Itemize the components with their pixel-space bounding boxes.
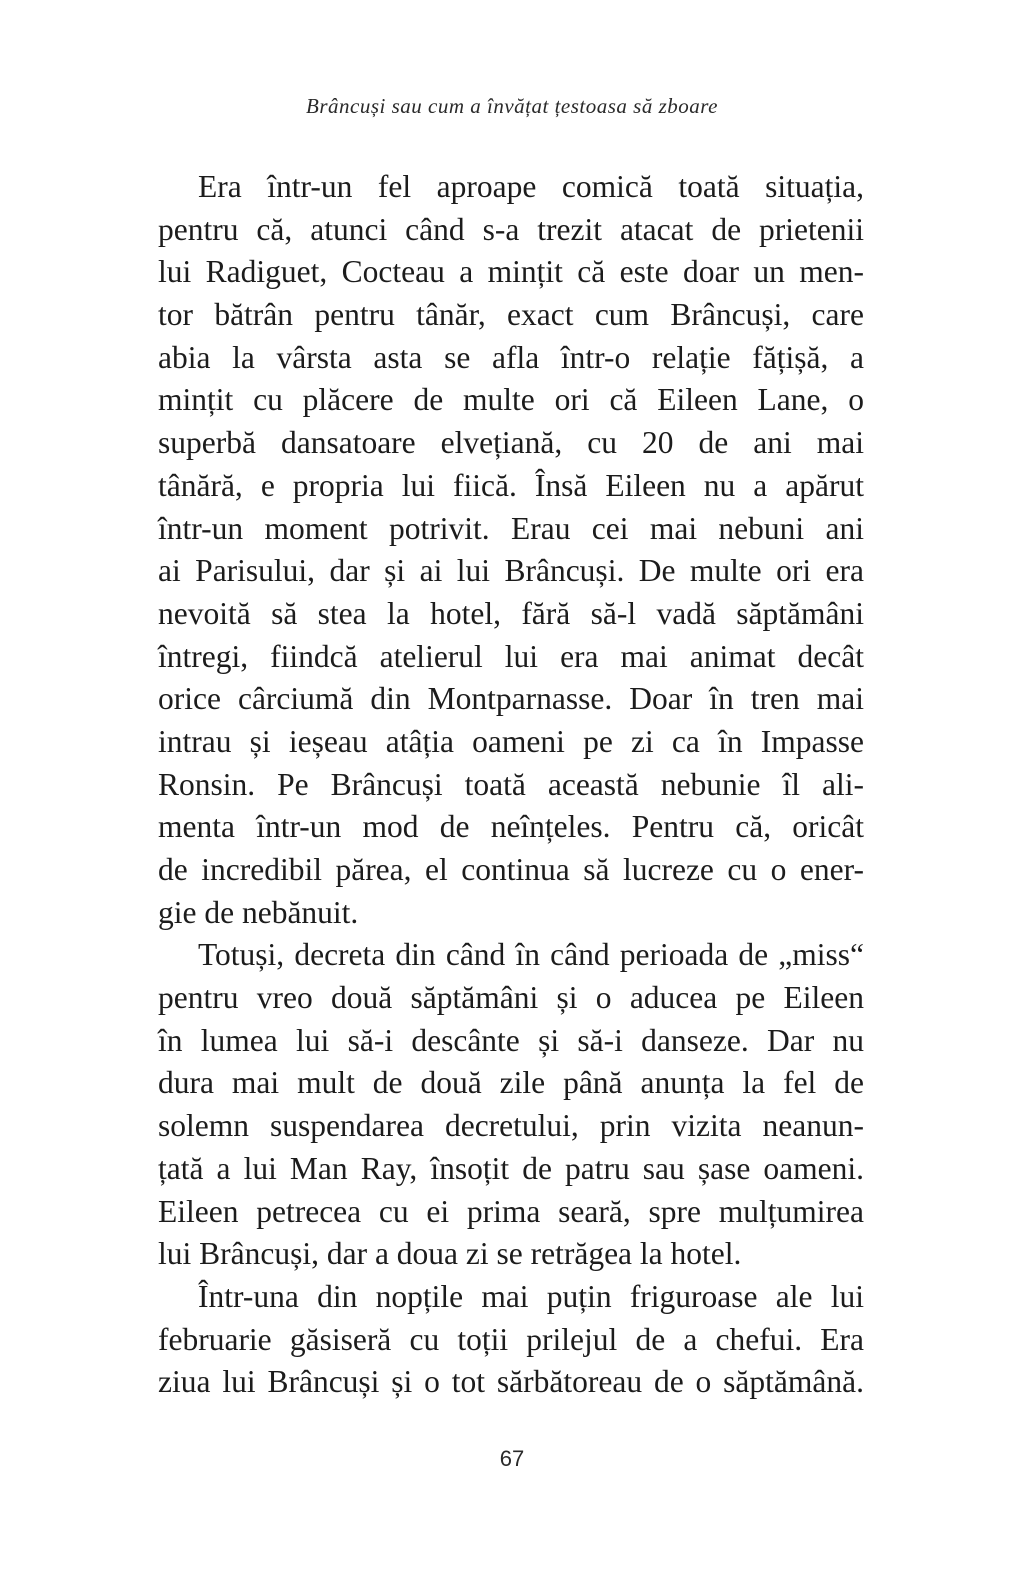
text-line: dura mai mult de două zile până anunța la fel de [158, 1065, 864, 1101]
running-head: Brâncuși sau cum a învățat țestoasa să zboare [306, 94, 718, 118]
text-line: menta într-un mod de neînțeles. Pentru că, oricât [158, 809, 864, 845]
text-line: intrau și ieșeau atâția oameni pe zi ca în Impasse [158, 723, 864, 759]
text-line: într-un moment potrivit. Erau cei mai nebuni ani [158, 510, 864, 546]
text-line: lui Radiguet, Cocteau a mințit că este doar un men- [158, 254, 864, 290]
text-line: pentru că, atunci când s-a trezit atacat de prietenii [158, 211, 864, 247]
text-line: abia la vârsta asta se afla într-o relație fățișă, a [158, 339, 864, 375]
text-line: ai Parisului, dar și ai lui Brâncuși. De multe ori era [158, 553, 864, 589]
text-line: în lumea lui să-i descânte și să-i danseze. Dar nu [158, 1022, 864, 1058]
text-line: ziua lui Brâncuși și o tot sărbătoreau de o săptămână. [158, 1364, 864, 1400]
text-line: solemn suspendarea decretului, prin vizita neanun- [158, 1108, 864, 1144]
text-line: de incredibil părea, el continua să lucreze cu o ener- [158, 852, 864, 887]
text-line: Totuși, decreta din când în când perioada de „miss“ [198, 937, 864, 973]
text-line: întregi, fiindcă atelierul lui era mai animat decât [158, 638, 864, 674]
text-line: Era într-un fel aproape comică toată situația, [198, 169, 864, 204]
text-line: nevoită să stea la hotel, fără să-l vadă săptămâni [158, 595, 864, 631]
paragraph [158, 1276, 864, 1404]
text-line: februarie găsiseră cu toții prilejul de a chefui. Era [158, 1321, 864, 1357]
text-line: tor bătrân pentru tânăr, exact cum Brâncuși, care [158, 297, 864, 333]
body-text [158, 166, 864, 1404]
text-line: Eileen petrecea cu ei prima seară, spre mulțumirea [158, 1193, 864, 1229]
text-line: Într-una din nopțile mai puțin friguroase ale lui [198, 1278, 864, 1314]
text-line: pentru vreo două săptămâni și o aducea pe Eileen [158, 980, 864, 1016]
text-line: lui Brâncuși, dar a doua zi se retrăgea la hotel. [158, 1236, 742, 1272]
text-line: mințit cu plăcere de multe ori că Eileen Lane, o [158, 382, 864, 418]
text-line: Ronsin. Pe Brâncuși toată această nebunie îl ali- [158, 766, 864, 802]
text-line: tânără, e propria lui fiică. Însă Eileen nu a apărut [158, 467, 864, 503]
text-line: țată a lui Man Ray, însoțit de patru sau șase oameni. [158, 1150, 864, 1186]
text-line: gie de nebănuit. [158, 894, 359, 930]
paragraph [158, 934, 864, 1276]
text-line: superbă dansatoare elvețiană, cu 20 de ani mai [158, 425, 864, 461]
page-number: 67 [499, 1446, 525, 1471]
paragraph [158, 166, 864, 934]
text-line: orice cârciumă din Montparnasse. Doar în tren mai [158, 681, 864, 717]
